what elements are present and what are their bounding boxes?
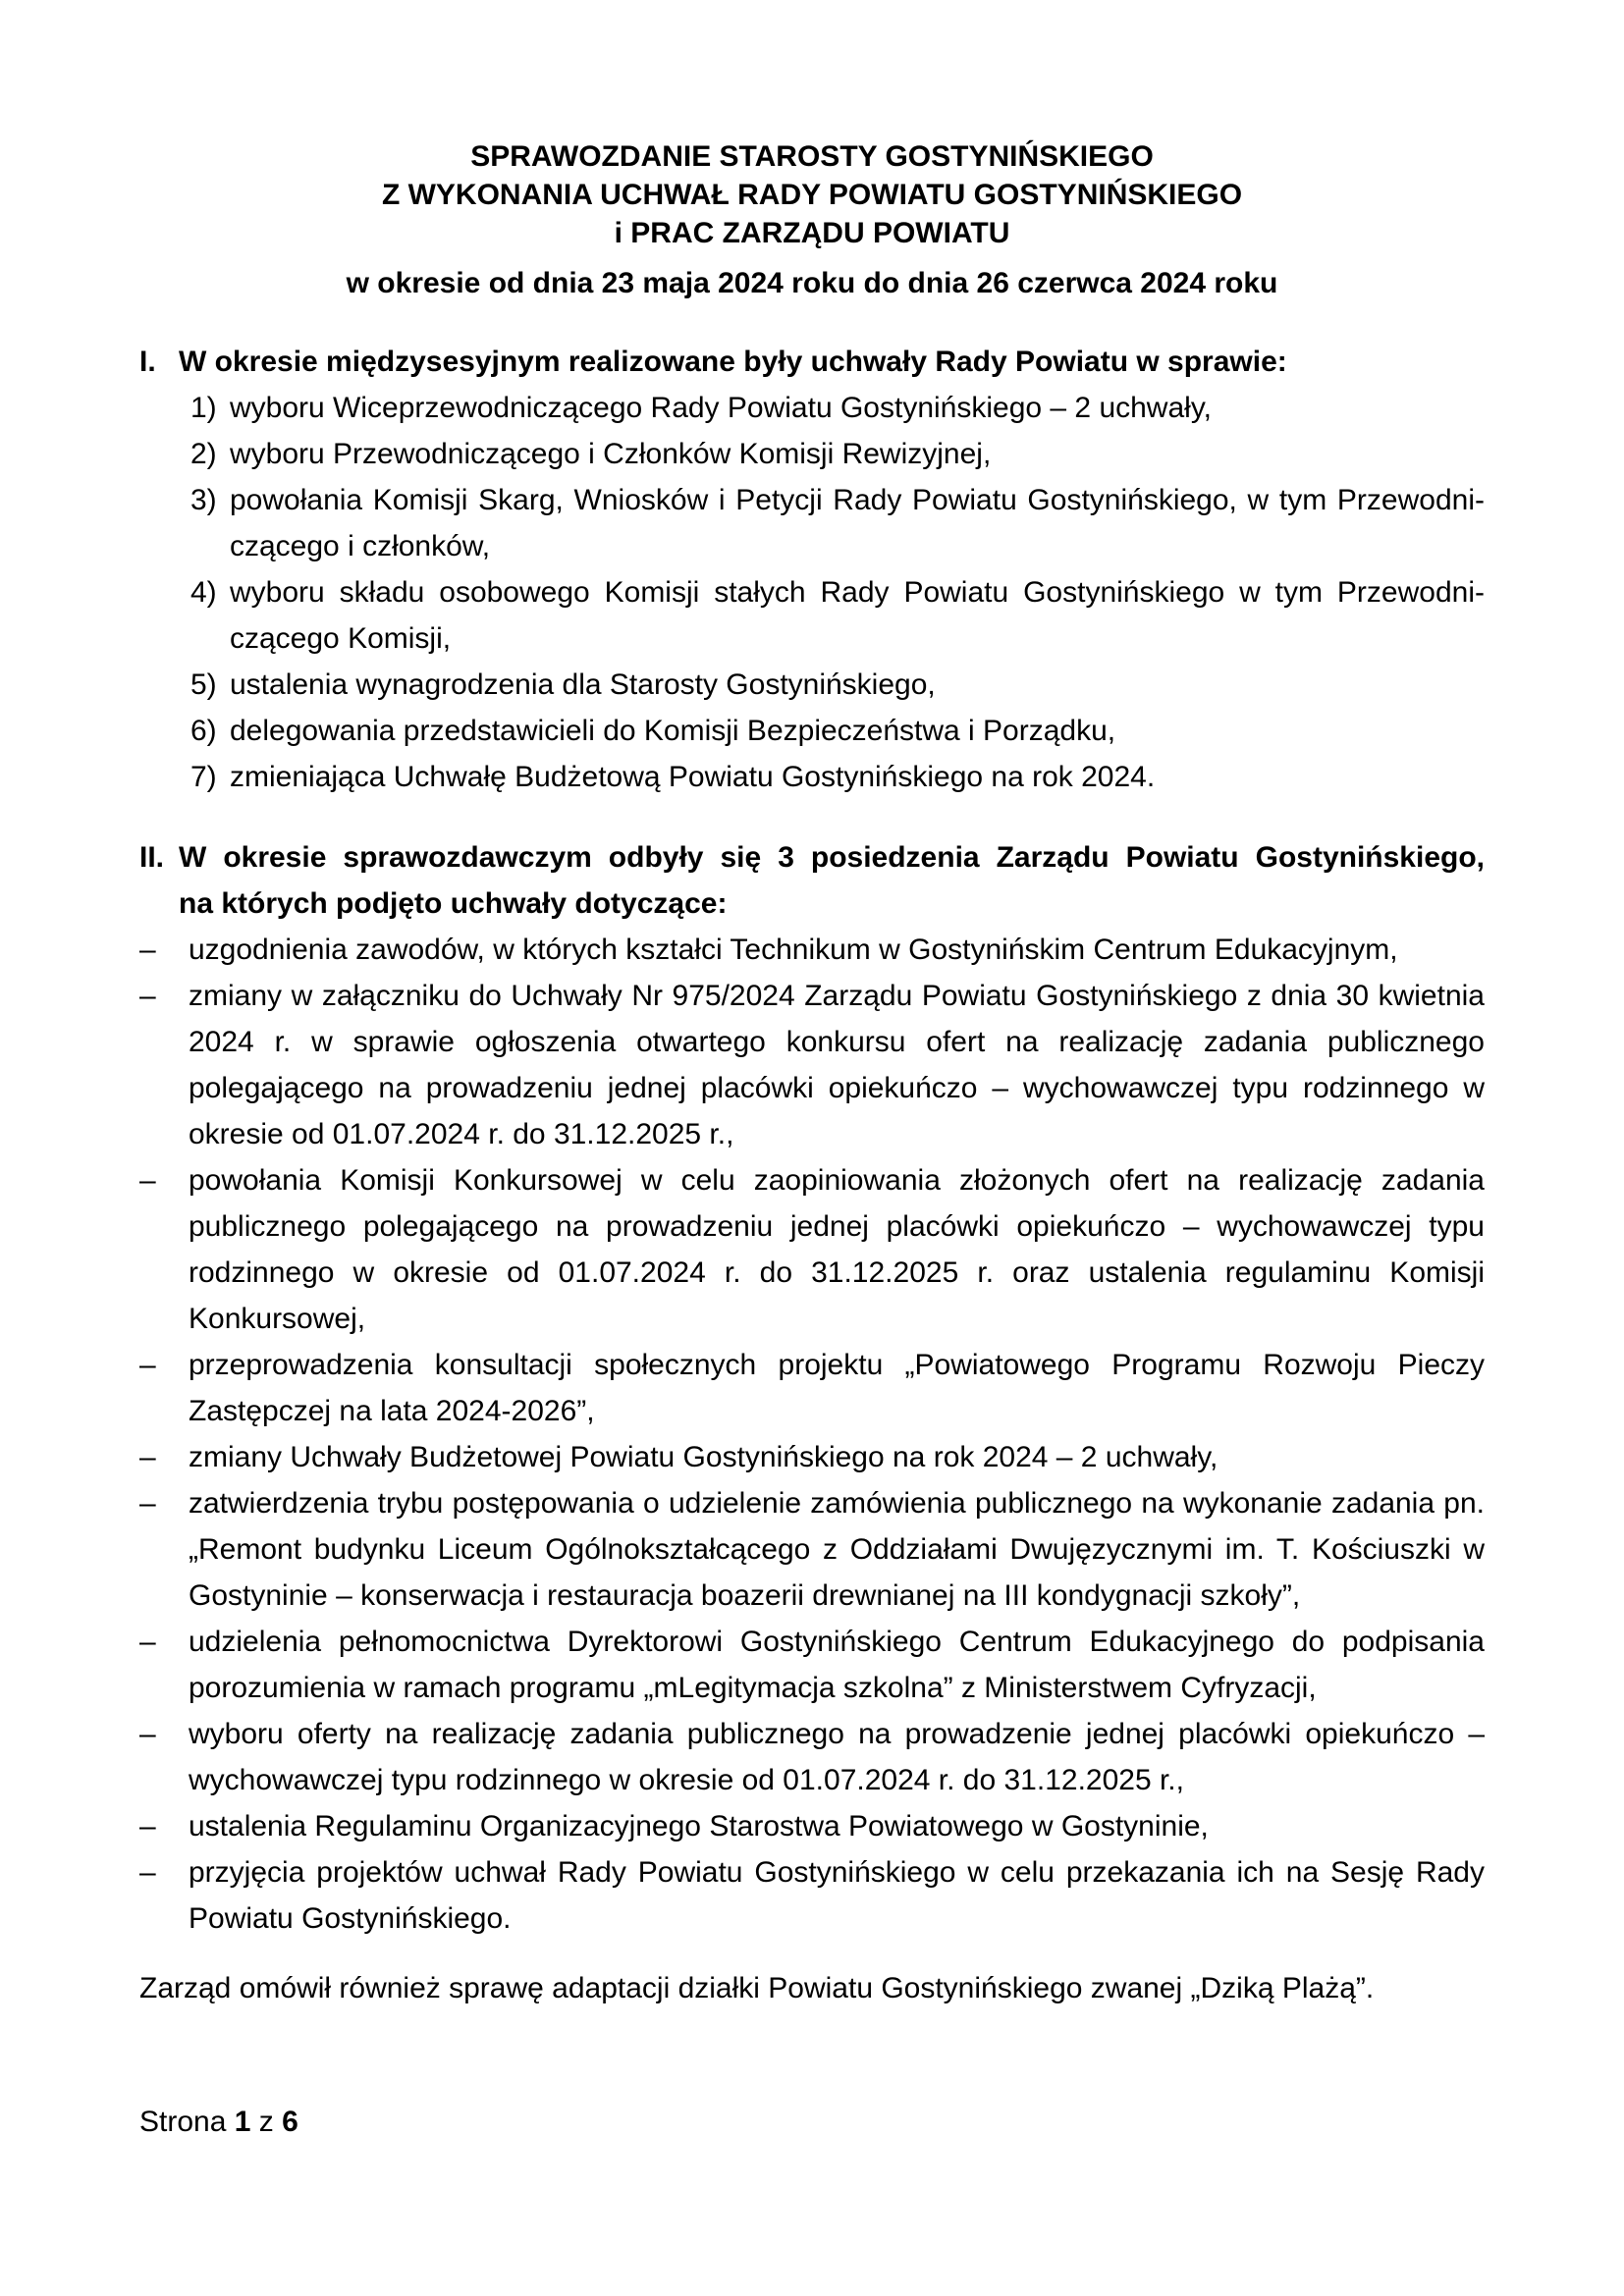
report-period: w okresie od dnia 23 maja 2024 roku do dnia 26 czerwca 2024 roku bbox=[346, 267, 1278, 299]
board-resolution-text: powołania Komisji Konkursowej w celu zaopiniowania złożonych ofert na realizację zadania publicznego polegającego na prowadzeniu jednej placówki opiekuńczo – wychowawczej typu rodzinnego w okresie od 01.07.2024 r. do 31.12.2025 r. oraz ustalenia regulaminu Komisji Konkursowej, bbox=[189, 1164, 1485, 1335]
document-title bbox=[0, 137, 1624, 302]
section-1-heading bbox=[139, 339, 1485, 385]
title-line-2: Z WYKONANIA UCHWAŁ RADY POWIATU GOSTYNIŃSKIEGO bbox=[381, 179, 1243, 211]
board-resolution-text: udzielenia pełnomocnictwa Dyrektorowi Gostynińskiego Centrum Edukacyjnego do podpisania porozumienia w ramach programu „mLegitymacja szkolna” z Ministerstwem Cyfryzacji, bbox=[189, 1626, 1485, 1704]
resolution-item bbox=[139, 569, 1485, 662]
board-resolution-item bbox=[139, 1157, 1485, 1342]
resolution-item-text: delegowania przedstawicieli do Komisji Bezpieczeństwa i Porządku, bbox=[230, 715, 1116, 747]
resolution-item-text: powołania Komisji Skarg, Wniosków i Petycji Rady Powiatu Gostynińskiego, w tym Przewodniczącego i członków, bbox=[230, 484, 1485, 562]
section-1-numeral: I. bbox=[139, 346, 156, 378]
section-2-heading-text bbox=[179, 834, 1485, 927]
dash-bullet: – bbox=[139, 1810, 156, 1842]
footer-current-page: 1 bbox=[234, 2106, 251, 2138]
section-2-heading-line-2: na których podjęto uchwały dotyczące: bbox=[179, 887, 728, 920]
resolution-item bbox=[139, 477, 1485, 569]
board-resolution-text: zmiany Uchwały Budżetowej Powiatu Gostynińskiego na rok 2024 – 2 uchwały, bbox=[189, 1441, 1218, 1473]
resolution-item-text: wyboru Wiceprzewodniczącego Rady Powiatu Gostynińskiego – 2 uchwały, bbox=[230, 392, 1212, 424]
dash-bullet: – bbox=[139, 1164, 156, 1197]
section-2-heading-line-1: W okresie sprawozdawczym odbyły się 3 posiedzenia Zarządu Powiatu Gostynińskiego, bbox=[179, 841, 1485, 874]
resolution-item bbox=[139, 754, 1485, 800]
dash-bullet: – bbox=[139, 1718, 156, 1750]
resolutions-list bbox=[139, 385, 1485, 800]
resolution-item-text: ustalenia wynagrodzenia dla Starosty Gostynińskiego, bbox=[230, 668, 936, 701]
resolution-item-number: 2) bbox=[190, 438, 217, 470]
dash-bullet: – bbox=[139, 1349, 156, 1381]
resolution-item-text: zmieniająca Uchwałę Budżetową Powiatu Gostynińskiego na rok 2024. bbox=[230, 761, 1156, 793]
board-resolution-item bbox=[139, 1619, 1485, 1711]
dash-bullet: – bbox=[139, 1626, 156, 1658]
dash-bullet: – bbox=[139, 1856, 156, 1889]
board-resolution-item bbox=[139, 973, 1485, 1157]
board-resolution-text: przeprowadzenia konsultacji społecznych projektu „Powiatowego Programu Rozwoju Pieczy Zastępczej na lata 2024-2026”, bbox=[189, 1349, 1485, 1427]
dash-bullet: – bbox=[139, 1441, 156, 1473]
resolution-item-number: 6) bbox=[190, 715, 217, 747]
board-resolution-item bbox=[139, 1711, 1485, 1803]
board-resolution-text: zmiany w załączniku do Uchwały Nr 975/2024 Zarządu Powiatu Gostynińskiego z dnia 30 kwietnia 2024 r. w sprawie ogłoszenia otwartego konkursu ofert na realizację zadania publicznego polegającego na prowadzeniu jednej placówki opiekuńczo – wychowawczej typu rodzinnego w okresie od 01.07.2024 r. do 31.12.2025 r., bbox=[189, 980, 1485, 1150]
closing-paragraph: Zarząd omówił również sprawę adaptacji działki Powiatu Gostynińskiego zwanej „Dziką Plażą”. bbox=[139, 1972, 1375, 2004]
board-resolution-text: zatwierdzenia trybu postępowania o udzielenie zamówienia publicznego na wykonanie zadania pn. „Remont budynku Liceum Ogólnokształcącego z Oddziałami Dwujęzycznymi im. T. Kościuszki w Gostyninie – konserwacja i restauracja boazerii drewnianej na III kondygnacji szkoły”, bbox=[189, 1487, 1485, 1612]
board-resolution-text: uzgodnienia zawodów, w których kształci Technikum w Gostynińskim Centrum Edukacyjnym, bbox=[189, 934, 1398, 966]
title-line-1: SPRAWOZDANIE STAROSTY GOSTYNIŃSKIEGO bbox=[470, 140, 1154, 173]
resolution-item-number: 5) bbox=[190, 668, 217, 701]
board-resolution-item bbox=[139, 1803, 1485, 1849]
section-1-heading-text: W okresie międzysesyjnym realizowane były uchwały Rady Powiatu w sprawie: bbox=[179, 346, 1287, 378]
resolution-item bbox=[139, 708, 1485, 754]
resolution-item-number: 7) bbox=[190, 761, 217, 793]
title-line-3: i PRAC ZARZĄDU POWIATU bbox=[614, 217, 1010, 249]
resolution-item-text: wyboru składu osobowego Komisji stałych Rady Powiatu Gostynińskiego w tym Przewodniczącego Komisji, bbox=[230, 576, 1485, 655]
section-2-heading bbox=[139, 834, 1485, 927]
board-resolution-item bbox=[139, 1434, 1485, 1480]
board-resolution-item bbox=[139, 927, 1485, 973]
board-resolution-item bbox=[139, 1849, 1485, 1942]
resolution-item-text: wyboru Przewodniczącego i Członków Komisji Rewizyjnej, bbox=[230, 438, 992, 470]
board-resolution-item bbox=[139, 1342, 1485, 1434]
board-resolutions-list bbox=[139, 927, 1485, 1942]
board-resolution-item bbox=[139, 1480, 1485, 1619]
board-resolution-text: przyjęcia projektów uchwał Rady Powiatu Gostynińskiego w celu przekazania ich na Sesję Rady Powiatu Gostynińskiego. bbox=[189, 1856, 1485, 1935]
section-2 bbox=[139, 834, 1485, 1942]
footer-total-pages: 6 bbox=[282, 2106, 298, 2138]
resolution-item bbox=[139, 385, 1485, 431]
board-resolution-text: wyboru oferty na realizację zadania publicznego na prowadzenie jednej placówki opiekuńczo – wychowawczej typu rodzinnego w okresie od 01.07.2024 r. do 31.12.2025 r., bbox=[189, 1718, 1485, 1796]
dash-bullet: – bbox=[139, 1487, 156, 1520]
board-resolution-text: ustalenia Regulaminu Organizacyjnego Starostwa Powiatowego w Gostyninie, bbox=[189, 1810, 1209, 1842]
resolution-item-number: 4) bbox=[190, 576, 217, 609]
page-footer bbox=[139, 2099, 298, 2145]
dash-bullet: – bbox=[139, 980, 156, 1012]
resolution-item bbox=[139, 662, 1485, 708]
resolution-item-number: 3) bbox=[190, 484, 217, 516]
resolution-item bbox=[139, 431, 1485, 477]
dash-bullet: – bbox=[139, 934, 156, 966]
resolution-item-number: 1) bbox=[190, 392, 217, 424]
section-1 bbox=[139, 339, 1485, 800]
footer-label: Strona bbox=[139, 2106, 227, 2138]
footer-separator: z bbox=[258, 2106, 274, 2138]
section-2-numeral: II. bbox=[139, 841, 165, 874]
